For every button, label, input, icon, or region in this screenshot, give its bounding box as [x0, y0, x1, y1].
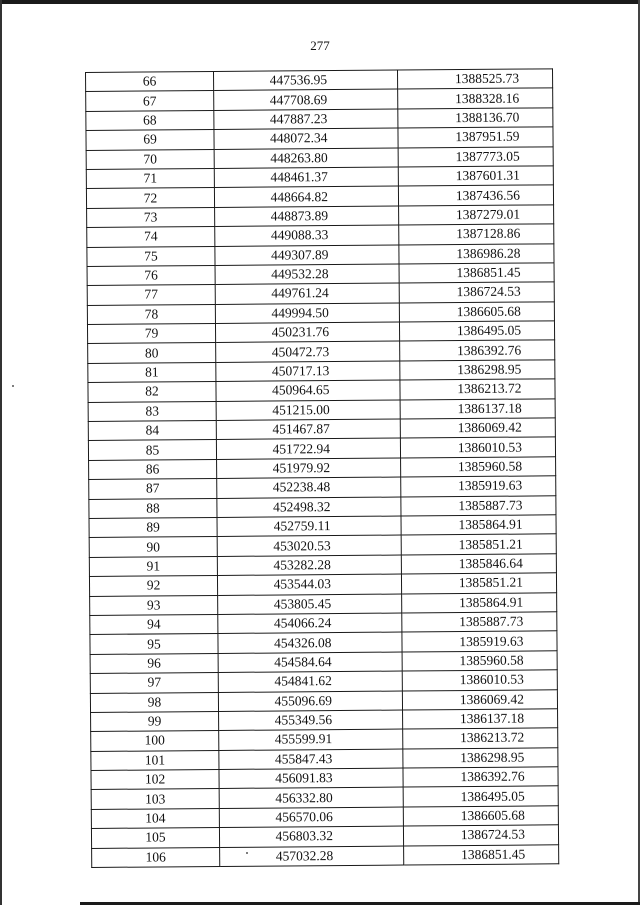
- point-number-cell: 75: [87, 246, 215, 266]
- x-coordinate-cell: 447708.69: [214, 89, 398, 110]
- x-coordinate-cell: 448461.37: [214, 167, 398, 188]
- point-number-cell: 71: [86, 168, 214, 188]
- x-coordinate-cell: 455847.43: [219, 749, 403, 770]
- point-number-cell: 68: [86, 110, 214, 130]
- y-coordinate-cell: 1387279.01: [399, 205, 554, 226]
- x-coordinate-cell: 448263.80: [214, 148, 398, 169]
- y-coordinate-cell: 1386137.18: [403, 709, 558, 730]
- point-number-cell: 84: [88, 421, 216, 441]
- y-coordinate-cell: 1387128.86: [399, 224, 554, 245]
- y-coordinate-cell: 1386605.68: [403, 806, 558, 827]
- point-number-cell: 101: [91, 750, 219, 770]
- point-number-cell: 79: [87, 324, 215, 344]
- scan-speck: [12, 385, 14, 387]
- y-coordinate-cell: 1385864.91: [402, 592, 557, 613]
- x-coordinate-cell: 456803.32: [219, 826, 403, 847]
- x-coordinate-cell: 455096.69: [218, 691, 402, 712]
- y-coordinate-cell: 1386213.72: [403, 728, 558, 749]
- x-coordinate-cell: 455599.91: [219, 729, 403, 750]
- x-coordinate-cell: 454584.64: [218, 652, 402, 673]
- point-number-cell: 66: [86, 71, 214, 91]
- point-number-cell: 73: [87, 207, 215, 227]
- x-coordinate-cell: 452498.32: [217, 497, 401, 518]
- point-number-cell: 90: [89, 537, 217, 557]
- x-coordinate-cell: 453282.28: [217, 555, 401, 576]
- x-coordinate-cell: 452759.11: [217, 516, 401, 537]
- y-coordinate-cell: 1387951.59: [398, 127, 553, 148]
- x-coordinate-cell: 451722.94: [216, 438, 400, 459]
- point-number-cell: 86: [89, 459, 217, 479]
- point-number-cell: 92: [89, 576, 217, 596]
- x-coordinate-cell: 450964.65: [216, 380, 400, 401]
- point-number-cell: 88: [89, 498, 217, 518]
- coordinate-table: [85, 68, 559, 868]
- point-number-cell: 100: [91, 731, 219, 751]
- point-number-cell: 83: [88, 401, 216, 421]
- y-coordinate-cell: 1386010.53: [400, 437, 555, 458]
- point-number-cell: 96: [90, 653, 218, 673]
- point-number-cell: 85: [88, 440, 216, 460]
- page-number: 277: [310, 38, 330, 53]
- point-number-cell: 99: [91, 711, 219, 731]
- y-coordinate-cell: 1385960.58: [402, 651, 557, 672]
- point-number-cell: 102: [91, 770, 219, 790]
- y-coordinate-cell: 1385846.64: [401, 554, 556, 575]
- point-number-cell: 80: [88, 343, 216, 363]
- y-coordinate-cell: 1386392.76: [403, 767, 558, 788]
- x-coordinate-cell: 447536.95: [213, 70, 397, 91]
- point-number-cell: 78: [87, 304, 215, 324]
- x-coordinate-cell: 456091.83: [219, 768, 403, 789]
- x-coordinate-cell: 448664.82: [214, 186, 398, 207]
- x-coordinate-cell: 448072.34: [214, 128, 398, 149]
- x-coordinate-cell: 451215.00: [216, 400, 400, 421]
- point-number-cell: 104: [91, 808, 219, 828]
- y-coordinate-cell: 1386724.53: [403, 825, 558, 846]
- point-number-cell: 74: [87, 227, 215, 247]
- x-coordinate-cell: 457032.28: [220, 846, 404, 867]
- x-coordinate-cell: 447887.23: [214, 109, 398, 130]
- scan-border-left: [0, 0, 2, 905]
- x-coordinate-cell: 450231.76: [215, 322, 399, 343]
- point-number-cell: 77: [87, 285, 215, 305]
- y-coordinate-cell: 1388328.16: [398, 88, 553, 109]
- y-coordinate-cell: 1388136.70: [398, 108, 553, 129]
- x-coordinate-cell: 449761.24: [215, 283, 399, 304]
- x-coordinate-cell: 453544.03: [217, 574, 401, 595]
- x-coordinate-cell: 454066.24: [218, 613, 402, 634]
- coordinate-table-body: [86, 69, 559, 868]
- x-coordinate-cell: 456332.80: [219, 787, 403, 808]
- x-coordinate-cell: 454841.62: [218, 671, 402, 692]
- coordinate-table-wrapper: [85, 68, 557, 868]
- y-coordinate-cell: 1386069.42: [402, 689, 557, 710]
- x-coordinate-cell: 455349.56: [219, 710, 403, 731]
- y-coordinate-cell: 1386213.72: [400, 379, 555, 400]
- y-coordinate-cell: 1386069.42: [400, 418, 555, 439]
- y-coordinate-cell: 1385919.63: [402, 631, 557, 652]
- x-coordinate-cell: 453020.53: [217, 535, 401, 556]
- x-coordinate-cell: 453805.45: [218, 594, 402, 615]
- scan-speck: [246, 852, 248, 854]
- point-number-cell: 76: [87, 265, 215, 285]
- y-coordinate-cell: 1386010.53: [402, 670, 557, 691]
- x-coordinate-cell: 456570.06: [219, 807, 403, 828]
- scan-border-top: [0, 0, 640, 4]
- table-row: [92, 844, 559, 867]
- point-number-cell: 91: [89, 556, 217, 576]
- point-number-cell: 106: [92, 847, 220, 867]
- y-coordinate-cell: 1385887.73: [402, 612, 557, 633]
- y-coordinate-cell: 1386605.68: [399, 302, 554, 323]
- x-coordinate-cell: 450717.13: [216, 361, 400, 382]
- y-coordinate-cell: 1385960.58: [401, 457, 556, 478]
- point-number-cell: 67: [86, 91, 214, 111]
- y-coordinate-cell: 1385851.21: [401, 534, 556, 555]
- y-coordinate-cell: 1386851.45: [399, 263, 554, 284]
- y-coordinate-cell: 1386137.18: [400, 398, 555, 419]
- point-number-cell: 72: [86, 188, 214, 208]
- y-coordinate-cell: 1386495.05: [399, 321, 554, 342]
- y-coordinate-cell: 1386851.45: [404, 844, 559, 865]
- y-coordinate-cell: 1386495.05: [403, 786, 558, 807]
- x-coordinate-cell: 448873.89: [215, 206, 399, 227]
- y-coordinate-cell: 1386298.95: [400, 360, 555, 381]
- x-coordinate-cell: 449088.33: [215, 225, 399, 246]
- point-number-cell: 69: [86, 130, 214, 150]
- point-number-cell: 98: [90, 692, 218, 712]
- y-coordinate-cell: 1385864.91: [401, 515, 556, 536]
- point-number-cell: 94: [90, 614, 218, 634]
- point-number-cell: 105: [91, 828, 219, 848]
- point-number-cell: 103: [91, 789, 219, 809]
- x-coordinate-cell: 450472.73: [216, 342, 400, 363]
- x-coordinate-cell: 449307.89: [215, 245, 399, 266]
- y-coordinate-cell: 1387773.05: [398, 146, 553, 167]
- x-coordinate-cell: 452238.48: [217, 477, 401, 498]
- x-coordinate-cell: 449532.28: [215, 264, 399, 285]
- y-coordinate-cell: 1386298.95: [403, 747, 558, 768]
- y-coordinate-cell: 1385919.63: [401, 476, 556, 497]
- y-coordinate-cell: 1385887.73: [401, 495, 556, 516]
- point-number-cell: 95: [90, 634, 218, 654]
- y-coordinate-cell: 1387601.31: [398, 166, 553, 187]
- x-coordinate-cell: 454326.08: [218, 632, 402, 653]
- point-number-cell: 82: [88, 382, 216, 402]
- point-number-cell: 87: [89, 479, 217, 499]
- point-number-cell: 81: [88, 362, 216, 382]
- y-coordinate-cell: 1388525.73: [397, 69, 552, 90]
- y-coordinate-cell: 1386724.53: [399, 282, 554, 303]
- x-coordinate-cell: 451979.92: [217, 458, 401, 479]
- point-number-cell: 97: [90, 673, 218, 693]
- x-coordinate-cell: 449994.50: [215, 303, 399, 324]
- point-number-cell: 93: [90, 595, 218, 615]
- y-coordinate-cell: 1386392.76: [400, 340, 555, 361]
- x-coordinate-cell: 451467.87: [216, 419, 400, 440]
- point-number-cell: 89: [89, 517, 217, 537]
- y-coordinate-cell: 1386986.28: [399, 243, 554, 264]
- y-coordinate-cell: 1385851.21: [401, 573, 556, 594]
- point-number-cell: 70: [86, 149, 214, 169]
- y-coordinate-cell: 1387436.56: [398, 185, 553, 206]
